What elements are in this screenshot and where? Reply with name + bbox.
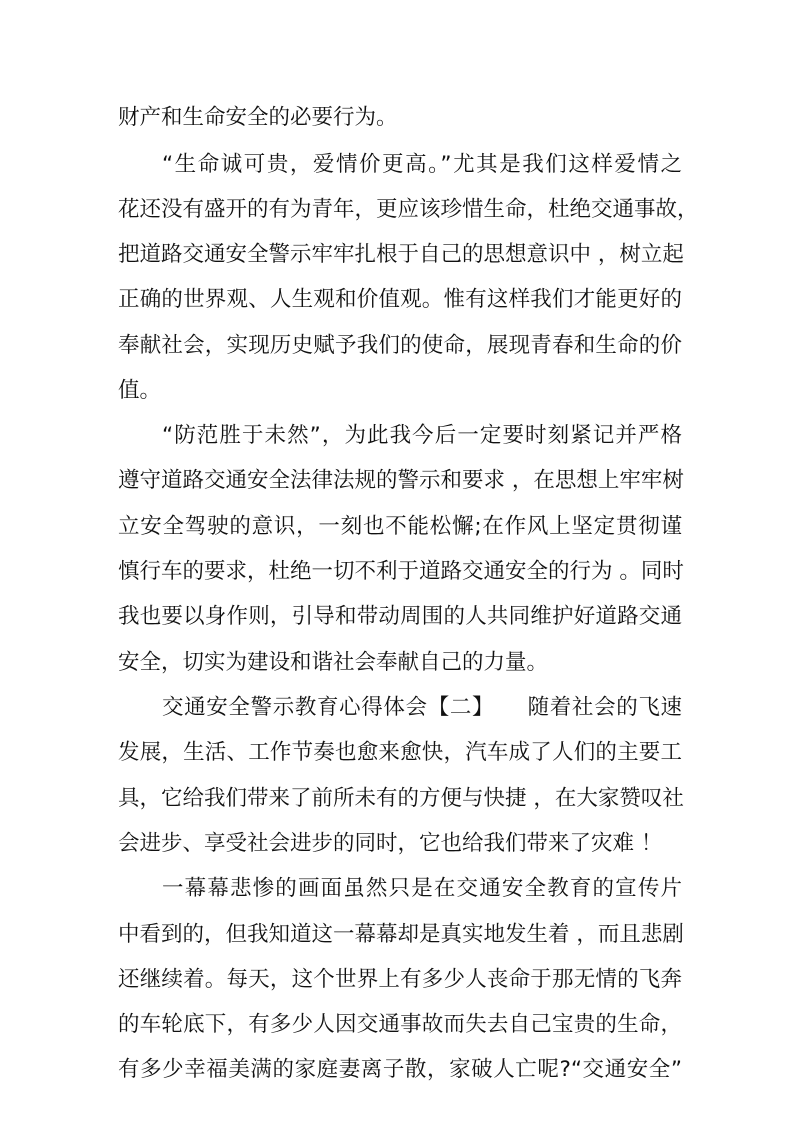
- text-line: 发展，生活、工作节奏也愈来愈快，汽车成了人们的主要工: [118, 740, 682, 765]
- text-line: 值。: [118, 378, 162, 403]
- text-line: 我也要以身作则，引导和带动周围的人共同维护好道路交通: [118, 604, 682, 629]
- text-line: 财产和生命安全的必要行为。: [118, 105, 398, 130]
- text-line: 正确的世界观、人生观和价值观。惟有这样我们才能更好的: [118, 287, 682, 312]
- text-line: 具，它给我们带来了前所未有的方便与快捷 ，在大家赞叹社: [118, 786, 684, 811]
- text-line: 的车轮底下，有多少人因交通事故而失去自己宝贵的生命，: [118, 1012, 682, 1037]
- text-line: 慎行车的要求，杜绝一切不利于道路交通安全的行为 。同时: [118, 559, 684, 584]
- text-line: 立安全驾驶的意识，一刻也不能松懈;在作风上坚定贯彻谨: [118, 514, 682, 539]
- text-line: 奉献社会，实现历史赋予我们的使命，展现青春和生命的价: [118, 333, 682, 358]
- text-line: 还继续着。每天，这个世界上有多少人丧命于那无情的飞奔: [118, 967, 682, 992]
- text-line: 把道路交通安全警示牢牢扎根于自己的思想意识中 ，树立起: [118, 242, 684, 267]
- text-line: 会进步、享受社会进步的同时，它也给我们带来了灾难 ！: [118, 831, 663, 856]
- text-line: 花还没有盛开的有为青年，更应该珍惜生命，杜绝交通事故，: [118, 197, 699, 222]
- text-line: 有多少幸福美满的家庭妻离子散，家破人亡呢?“交通安全”: [118, 1057, 682, 1082]
- section-heading-line: 交通安全警示教育心得体会【二】 随着社会的飞速: [162, 695, 682, 720]
- paragraph-first-line: “防范胜于未然”，为此我今后一定要时刻紧记并严格: [162, 423, 682, 448]
- paragraph-first-line: 一幕幕悲惨的画面虽然只是在交通安全教育的宣传片: [162, 876, 682, 901]
- paragraph-first-line: “生命诚可贵，爱情价更高。”尤其是我们这样爱情之: [162, 152, 682, 177]
- text-line: 遵守道路交通安全法律法规的警示和要求 ，在思想上牢牢树: [118, 468, 684, 493]
- text-line: 中看到的，但我知道这一幕幕却是真实地发生着 ，而且悲剧: [118, 922, 684, 947]
- text-line: 安全，切实为建设和谐社会奉献自己的力量。: [118, 650, 549, 675]
